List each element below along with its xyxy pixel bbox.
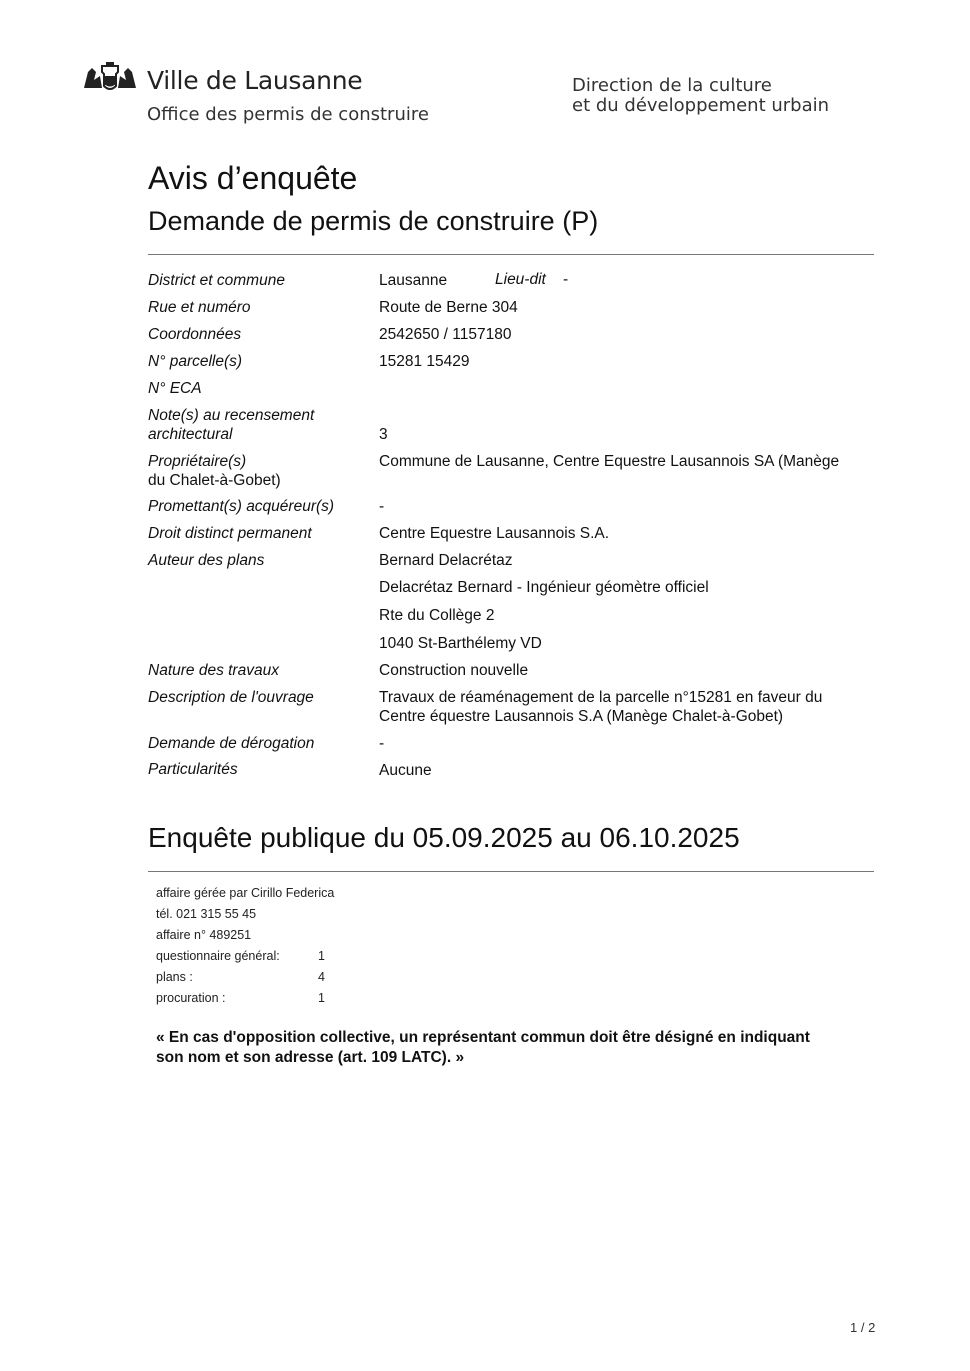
coordinates-label: Coordonnées: [148, 326, 242, 343]
enquete-dates: Enquête publique du 05.09.2025 au 06.10.2025: [148, 822, 740, 853]
derogation-label: Demande de dérogation: [148, 735, 315, 752]
procuration-label: procuration :: [156, 991, 226, 1005]
derogation-value: -: [379, 735, 385, 752]
owner-value: Commune de Lausanne, Centre Equestre Lausannois SA (Manège: [379, 453, 840, 470]
owner-label: Propriétaire(s): [148, 453, 247, 470]
note-label-line-1: Note(s) au recensement: [148, 407, 315, 424]
nature-label: Nature des travaux: [148, 662, 279, 679]
author-label: Auteur des plans: [148, 552, 265, 569]
eca-label: N° ECA: [148, 380, 202, 397]
opposition-notice: [156, 1028, 866, 1068]
page-number: 1 / 2: [850, 1320, 876, 1335]
divider: [148, 254, 874, 255]
direction-line-2: et du développement urbain: [572, 95, 830, 116]
particularities-value: Aucune: [379, 762, 432, 779]
divider: [148, 871, 874, 872]
description-line-1: Travaux de réaménagement de la parcelle n°15281 en faveur du: [379, 689, 823, 706]
nature-value: Construction nouvelle: [379, 662, 529, 679]
coordinates-value: 2542650 / 1157180: [379, 326, 512, 343]
author-line-2: Delacrétaz Bernard - Ingénieur géomètre officiel: [379, 579, 709, 596]
plans-label: plans :: [156, 970, 193, 984]
owner-value-continued: du Chalet-à-Gobet): [148, 472, 281, 489]
org-name: Ville de Lausanne: [147, 66, 363, 95]
managed-by: affaire gérée par Cirillo Federica: [156, 886, 335, 900]
phone: tél. 021 315 55 45: [156, 907, 257, 921]
office-name: Office des permis de construire: [147, 104, 429, 125]
author-line-3: Rte du Collège 2: [379, 607, 495, 624]
description-line-2: Centre équestre Lausannois S.A (Manège Chalet-à-Gobet): [379, 708, 784, 725]
lieu-dit-value: -: [563, 271, 569, 288]
direction-line-1: Direction de la culture: [572, 75, 772, 96]
procuration-value: 1: [318, 991, 325, 1005]
direction-name: [572, 76, 829, 116]
notice-line-1: « En cas d'opposition collective, un représentant commun doit être désigné en indiquant: [156, 1029, 810, 1046]
page-title: Avis d’enquête: [148, 160, 358, 196]
promettant-value: -: [379, 498, 385, 515]
notice-line-2: son nom et son adresse (art. 109 LATC). »: [156, 1049, 465, 1066]
plans-value: 4: [318, 970, 325, 984]
district-label: District et commune: [148, 272, 285, 289]
questionnaire-label: questionnaire général:: [156, 949, 280, 963]
author-line-4: 1040 St-Barthélemy VD: [379, 635, 542, 652]
questionnaire-value: 1: [318, 949, 325, 963]
street-value: Route de Berne 304: [379, 299, 518, 316]
note-value: 3: [379, 426, 388, 443]
ddp-value: Centre Equestre Lausannois S.A.: [379, 525, 610, 542]
parcel-value: 15281 15429: [379, 353, 470, 370]
promettant-label: Promettant(s) acquéreur(s): [148, 498, 335, 515]
district-value: Lausanne: [379, 272, 448, 289]
author-line-1: Bernard Delacrétaz: [379, 552, 513, 569]
page-subtitle: Demande de permis de construire (P): [148, 206, 599, 236]
affaire-number: affaire n° 489251: [156, 928, 252, 942]
lieu-dit-label: Lieu-dit: [495, 271, 546, 288]
lausanne-coat-of-arms-icon: [80, 62, 140, 94]
street-label: Rue et numéro: [148, 299, 251, 316]
parcel-label: N° parcelle(s): [148, 353, 243, 370]
particularities-label: Particularités: [148, 761, 238, 778]
ddp-label: Droit distinct permanent: [148, 525, 312, 542]
description-label: Description de l'ouvrage: [148, 689, 314, 706]
note-label-line-2: architectural: [148, 426, 233, 443]
